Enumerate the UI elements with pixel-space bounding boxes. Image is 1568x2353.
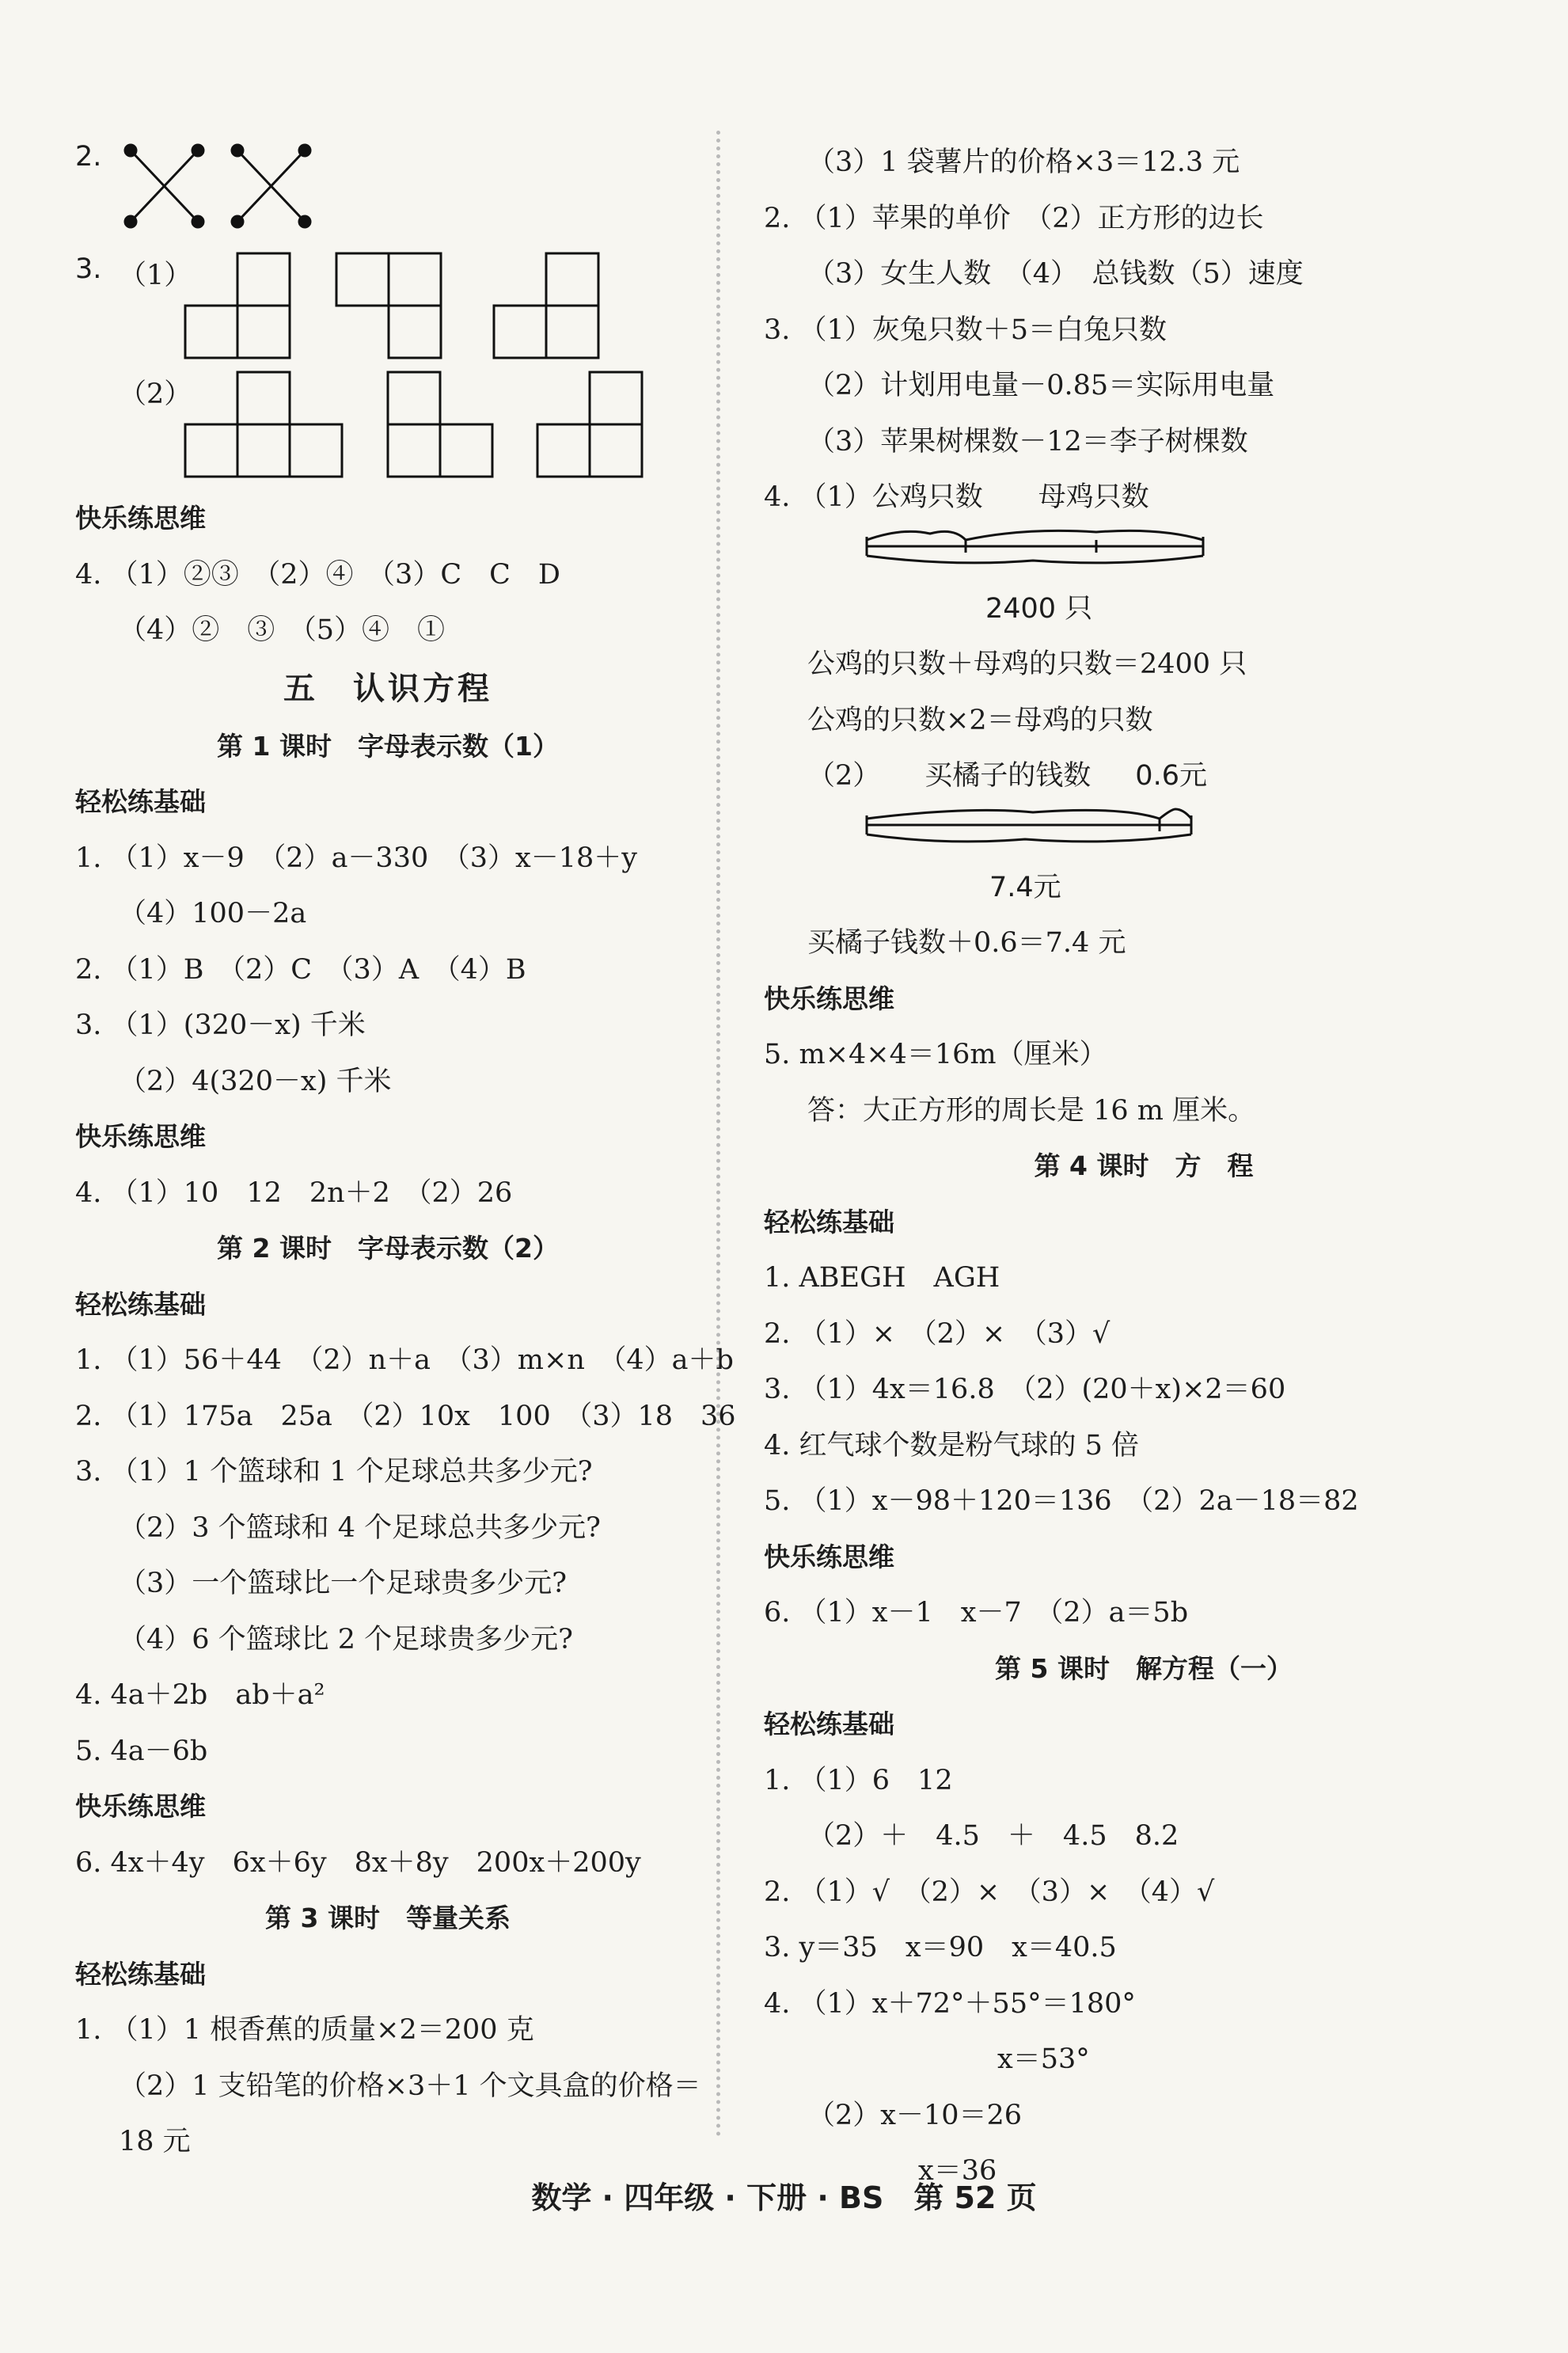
diagram-label-line	[764, 748, 1524, 804]
q2-label: 2.	[75, 141, 102, 173]
sub-question-label: （2）	[807, 760, 881, 792]
section-heading: 轻松练基础	[764, 1206, 894, 1237]
answer-line: 3. （1）4x＝16.8 （2）(20＋x)×2＝60	[764, 1374, 1286, 1405]
lesson-title: 第 4 课时 方 程	[1034, 1150, 1254, 1181]
segment-braces-2	[764, 804, 1318, 860]
q2-cross-diagram	[75, 135, 392, 238]
answer-line: 4. （1）公鸡只数 母鸡只数	[764, 481, 1149, 513]
answer-line: （4）6 个篮球比 2 个足球贵多少元?	[119, 1623, 573, 1655]
answer-line: （2）x－10＝26	[807, 2099, 1023, 2131]
answer-line: 1. ABEGH AGH	[764, 1262, 1000, 1294]
answer-line: 5. （1）x－98＋120＝136 （2）2a－18＝82	[764, 1485, 1359, 1517]
page-footer: 数学 · 四年级 · 下册 · BS 第 52 页	[531, 2180, 1037, 2215]
answer-line: 答：大正方形的周长是 16 m 厘米。	[807, 1094, 1256, 1127]
answer-line: 1. （1）6 12	[764, 1764, 953, 1796]
answer-line: 1. （1）x－9 （2）a－330 （3）x－18＋y	[75, 842, 638, 874]
q3-sub2-label: （2）	[119, 378, 192, 410]
answer-line: 2. （1）× （2）× （3）√	[764, 1317, 1111, 1350]
segment-braces-1	[764, 526, 1318, 581]
answer-line: 2. （1）苹果的单价 （2）正方形的边长	[764, 202, 1264, 234]
answer-line: 4. （1）②③ （2）④ （3）C C D	[75, 558, 560, 591]
section-heading: 快乐练思维	[764, 983, 894, 1014]
section-heading: 快乐练思维	[75, 1121, 206, 1152]
section-heading: 轻松练基础	[75, 786, 206, 817]
answer-line: 1. （1）56＋44 （2）n＋a （3）m×n （4）a＋b	[75, 1344, 734, 1376]
answer-line: （2）1 支铅笔的价格×3＋1 个文具盒的价格＝	[119, 2070, 701, 2102]
answer-line: （4）② ③ （5）④ ①	[119, 614, 446, 646]
answer-line: 5. 4a－6b	[75, 1735, 208, 1767]
answer-line: （4）100－2a	[119, 898, 307, 929]
unit-title: 五 认识方程	[283, 670, 492, 707]
answer-line: x＝36	[918, 2155, 997, 2187]
answer-line: 3. y＝35 x＝90 x＝40.5	[764, 1932, 1117, 1963]
q3-figure-1	[75, 238, 700, 364]
answer-line: 5. m×4×4＝16m（厘米）	[764, 1039, 1107, 1070]
answer-line: （2）＋ 4.5 ＋ 4.5 8.2	[807, 1820, 1179, 1852]
section-heading: 轻松练基础	[75, 1288, 206, 1320]
section-heading: 轻松练基础	[764, 1709, 894, 1739]
answer-line: x＝53°	[997, 2043, 1090, 2075]
lesson-title: 第 1 课时 字母表示数（1）	[217, 730, 559, 762]
answer-line: （2）4(320－x) 千米	[119, 1065, 392, 1097]
answer-line: 2. （1）175a 25a （2）10x 100 （3）18 36	[75, 1400, 736, 1432]
chicken-segment-diagram	[764, 526, 1524, 581]
q3-label: 3.	[75, 253, 102, 285]
lesson-title: 第 5 课时 解方程（一）	[995, 1652, 1293, 1684]
answer-line: 4. 红气球个数是粉气球的 5 倍	[764, 1429, 1140, 1462]
answer-line: 公鸡的只数×2＝母鸡的只数	[807, 704, 1153, 736]
diagram-part-label: 0.6元	[1135, 760, 1207, 792]
section-heading: 轻松练基础	[75, 1958, 206, 1990]
q3-figure-2	[75, 364, 700, 491]
answer-line: （2）3 个篮球和 4 个足球总共多少元?	[119, 1511, 601, 1544]
answer-line: 4. （1）10 12 2n＋2 （2）26	[75, 1176, 513, 1209]
answer-line: 2. （1）√ （2）× （3）× （4）√	[764, 1876, 1215, 1908]
section-heading: 快乐练思维	[75, 1791, 206, 1822]
diagram-total-label: 2400 只	[985, 592, 1093, 625]
answer-line: 2. （1）B （2）C （3）A （4）B	[75, 953, 526, 986]
section-heading: 快乐练思维	[75, 503, 206, 534]
answer-line: 买橘子钱数＋0.6＝7.4 元	[807, 927, 1126, 959]
answer-line: 3. （1）灰兔只数＋5＝白兔只数	[764, 314, 1167, 346]
diagram-total-label: 7.4元	[989, 871, 1061, 903]
answer-line: 6. 4x＋4y 6x＋6y 8x＋8y 200x＋200y	[75, 1846, 641, 1879]
answer-line: 3. （1）1 个篮球和 1 个足球总共多少元?	[75, 1456, 593, 1488]
answer-line: （2）计划用电量－0.85＝实际用电量	[807, 370, 1275, 401]
lesson-title: 第 3 课时 等量关系	[265, 1903, 511, 1933]
right-column	[764, 135, 1524, 2199]
lesson-title: 第 2 课时 字母表示数（2）	[217, 1233, 559, 1264]
q3-sub1-label: （1）	[119, 260, 192, 291]
q2-figure	[75, 135, 700, 238]
answer-line: 3. （1）(320－x) 千米	[75, 1009, 366, 1041]
answer-line: （3）1 袋薯片的价格×3＝12.3 元	[807, 146, 1240, 178]
answer-line: 18 元	[119, 2126, 191, 2157]
answer-line: 6. （1）x－1 x－7 （2）a＝5b	[764, 1597, 1189, 1629]
answer-line: 公鸡的只数＋母鸡的只数＝2400 只	[807, 648, 1247, 680]
section-heading: 快乐练思维	[764, 1541, 894, 1572]
answer-line: （3）苹果树棵数－12＝李子树棵数	[807, 425, 1248, 458]
orange-segment-diagram	[764, 804, 1524, 860]
diagram-part-label: 买橘子的钱数	[924, 760, 1092, 792]
answer-line: 4. 4a＋2b ab＋a²	[75, 1679, 325, 1711]
left-column	[75, 135, 736, 2170]
column-divider	[716, 131, 720, 2138]
answer-line: 4. （1）x＋72°＋55°＝180°	[764, 1987, 1136, 2020]
answer-line: （3）一个篮球比一个足球贵多少元?	[119, 1568, 568, 1599]
answer-line: （3）女生人数 （4） 总钱数（5）速度	[807, 258, 1304, 290]
answer-line: 1. （1）1 根香蕉的质量×2＝200 克	[75, 2014, 534, 2046]
